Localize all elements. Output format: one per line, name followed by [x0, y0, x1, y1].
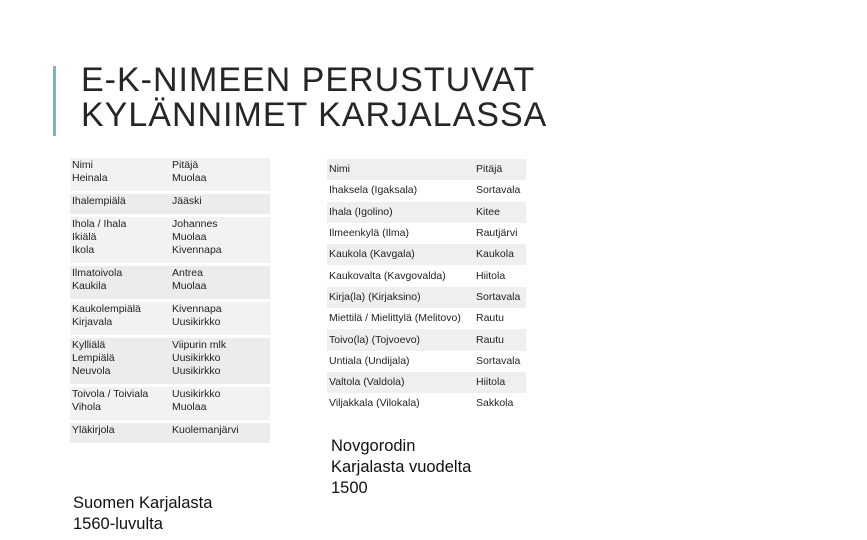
- village-name-cell: [70, 216, 170, 265]
- header-parish: Pitäjä: [474, 159, 526, 180]
- cell-line: Uusikirkko: [172, 365, 221, 377]
- village-name-cell: Ilmeenkylä (Ilma): [327, 223, 474, 244]
- village-name-cell: [70, 301, 170, 337]
- village-name-cell: Toivo(la) (Tojvoevo): [327, 329, 474, 350]
- cell-line: Kivennapa: [172, 303, 222, 315]
- parish-cell: [170, 422, 270, 445]
- cell-line: Muolaa: [172, 231, 207, 243]
- village-name-cell: Ihala (Igolino): [327, 202, 474, 223]
- village-name-cell: Untiala (Undijala): [327, 351, 474, 372]
- parish-cell: Hiitola: [474, 372, 526, 393]
- caption-line: Novgorodin: [331, 437, 416, 455]
- cell-line: Ihalempiälä: [72, 195, 126, 207]
- table-row: [70, 265, 270, 301]
- table-row: [327, 244, 526, 265]
- cell-line: Lempiälä: [72, 352, 115, 364]
- parish-cell: Rautjärvi: [474, 223, 526, 244]
- village-name-cell: [70, 265, 170, 301]
- cell-line: Nimi: [72, 159, 93, 171]
- right-village-table: [327, 159, 526, 415]
- table-row: [327, 202, 526, 223]
- village-name-cell: Viljakkala (Vilokala): [327, 393, 474, 414]
- village-name-cell: Miettilä / Mielittylä (Melitovo): [327, 308, 474, 329]
- cell-line: Yläkirjola: [72, 424, 115, 436]
- slide-title: [81, 63, 547, 133]
- parish-cell: [170, 337, 270, 386]
- village-name-cell: [70, 158, 170, 193]
- cell-line: Heinala: [72, 172, 108, 184]
- table-row: [327, 265, 526, 286]
- village-name-cell: [70, 422, 170, 445]
- parish-cell: [170, 193, 270, 216]
- cell-line: Ikiälä: [72, 231, 97, 243]
- village-name-cell: [70, 337, 170, 386]
- village-name-cell: Ihaksela (Igaksala): [327, 180, 474, 201]
- village-name-cell: [70, 193, 170, 216]
- village-name-cell: Valtola (Valdola): [327, 372, 474, 393]
- parish-cell: [170, 386, 270, 422]
- table-row: [327, 180, 526, 201]
- caption-line: 1500: [331, 479, 368, 497]
- cell-line: Toivola / Toiviala: [72, 388, 149, 400]
- table-row: [327, 308, 526, 329]
- parish-cell: Sortavala: [474, 351, 526, 372]
- table-row: [70, 386, 270, 422]
- parish-cell: Kitee: [474, 202, 526, 223]
- table-row: [70, 337, 270, 386]
- cell-line: Kaukolempiälä: [72, 303, 141, 315]
- cell-line: Antrea: [172, 267, 203, 279]
- table-row: [327, 329, 526, 350]
- cell-line: Kaukila: [72, 280, 107, 292]
- caption-line: Suomen Karjalasta: [73, 494, 213, 512]
- title-accent-bar: [53, 66, 56, 136]
- title-line-2: KYLÄNNIMET KARJALASSA: [81, 96, 548, 134]
- cell-line: Uusikirkko: [172, 316, 221, 328]
- parish-cell: [170, 265, 270, 301]
- title-line-1: E-K-NIMEEN PERUSTUVAT: [81, 61, 536, 99]
- header-name: Nimi: [327, 159, 474, 180]
- table-row: [327, 372, 526, 393]
- cell-line: Ikola: [72, 244, 95, 256]
- cell-line: Ihola / Ihala: [72, 218, 127, 230]
- cell-line: Kivennapa: [172, 244, 222, 256]
- right-caption: [331, 436, 471, 499]
- parish-cell: Rautu: [474, 329, 526, 350]
- left-village-table: [70, 158, 270, 446]
- village-name-cell: Kaukola (Kavgala): [327, 244, 474, 265]
- table-row: [327, 393, 526, 414]
- parish-cell: Kaukola: [474, 244, 526, 265]
- cell-line: Kuolemanjärvi: [172, 424, 239, 436]
- parish-cell: [170, 158, 270, 193]
- parish-cell: Sortavala: [474, 180, 526, 201]
- table-row: [327, 351, 526, 372]
- left-caption: [73, 493, 212, 535]
- cell-line: Pitäjä: [172, 159, 199, 171]
- parish-cell: Sakkola: [474, 393, 526, 414]
- cell-line: Jääski: [172, 195, 202, 207]
- table-row: [70, 216, 270, 265]
- village-name-cell: Kirja(la) (Kirjaksino): [327, 287, 474, 308]
- cell-line: Uusikirkko: [172, 352, 221, 364]
- cell-line: Muolaa: [172, 172, 207, 184]
- table-row: [70, 158, 270, 193]
- cell-line: Neuvola: [72, 365, 111, 377]
- cell-line: Muolaa: [172, 280, 207, 292]
- cell-line: Ilmatoivola: [72, 267, 123, 279]
- parish-cell: Sortavala: [474, 287, 526, 308]
- table-row: [70, 422, 270, 445]
- parish-cell: [170, 216, 270, 265]
- cell-line: Kirjavala: [72, 316, 113, 328]
- table-header-row: [327, 159, 526, 180]
- village-name-cell: [70, 386, 170, 422]
- caption-line: 1560-luvulta: [73, 515, 163, 533]
- table-row: [70, 301, 270, 337]
- table-row: [327, 287, 526, 308]
- cell-line: Uusikirkko: [172, 388, 221, 400]
- village-name-cell: Kaukovalta (Kavgovalda): [327, 265, 474, 286]
- cell-line: Muolaa: [172, 401, 207, 413]
- cell-line: Viipurin mlk: [172, 339, 227, 351]
- cell-line: Kylliälä: [72, 339, 106, 351]
- table-row: [327, 223, 526, 244]
- caption-line: Karjalasta vuodelta: [331, 458, 472, 476]
- parish-cell: Rautu: [474, 308, 526, 329]
- table-row: [70, 193, 270, 216]
- parish-cell: [170, 301, 270, 337]
- cell-line: Vihola: [72, 401, 101, 413]
- cell-line: Johannes: [172, 218, 218, 230]
- parish-cell: Hiitola: [474, 265, 526, 286]
